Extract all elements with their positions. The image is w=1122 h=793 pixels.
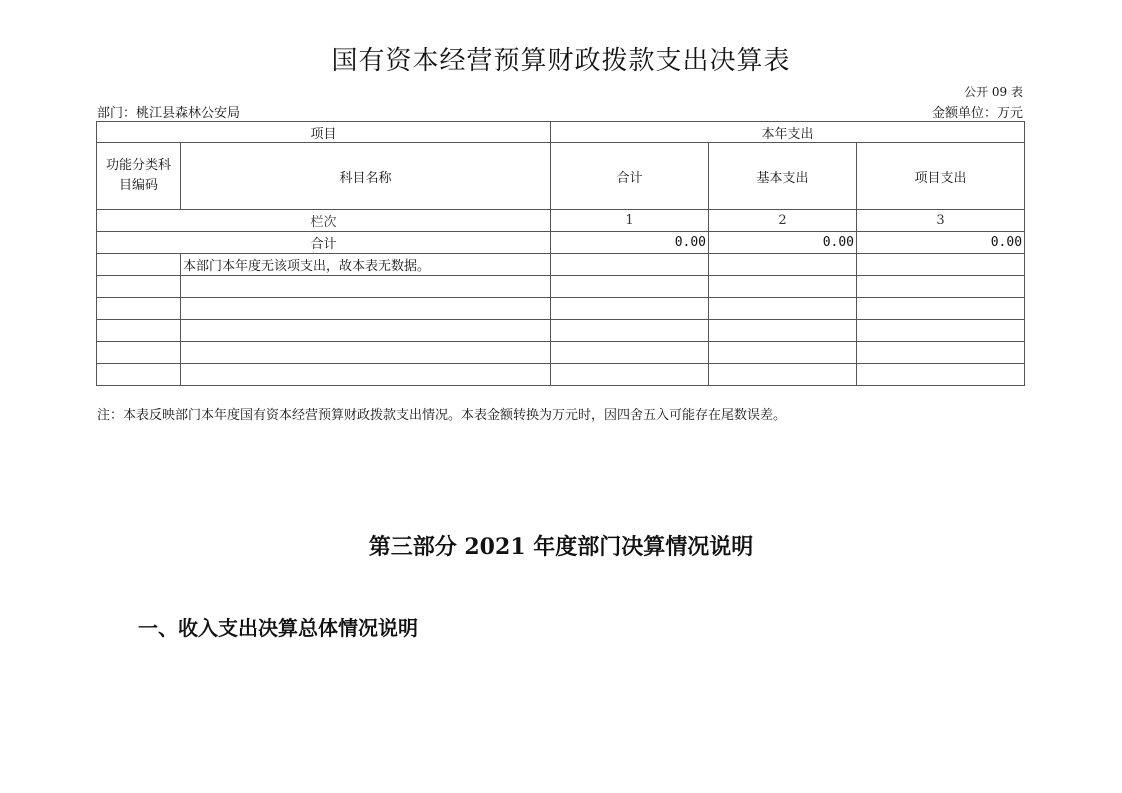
header-project-expense: 项目支出 (857, 143, 1025, 210)
table-cell (97, 254, 181, 276)
table-cell (551, 298, 709, 320)
table-cell (857, 364, 1025, 386)
table-cell (551, 342, 709, 364)
table-cell (97, 364, 181, 386)
header-row-top (97, 122, 1025, 143)
total-value: 0.00 (551, 232, 709, 254)
basic-value: 0.00 (709, 232, 857, 254)
table-cell (97, 276, 181, 298)
table-row (97, 298, 1025, 320)
column-number: 3 (857, 210, 1025, 232)
part-title: 第三部分 2021 年度部门决算情况说明 (368, 534, 754, 560)
table-cell (551, 254, 709, 276)
table-cell (181, 320, 551, 342)
table-cell (709, 364, 857, 386)
header-row-columns (97, 143, 1025, 210)
table-row (97, 254, 1025, 276)
column-number: 2 (709, 210, 857, 232)
no-data-note: 本部门本年度无该项支出，故本表无数据。 (181, 254, 551, 276)
column-number: 1 (551, 210, 709, 232)
table-footnote: 注：本表反映部门本年度国有资本经营预算财政拨款支出情况。本表金额转换为万元时，因四舍五入可能存在尾数误差。 (97, 408, 787, 423)
table-cell (97, 298, 181, 320)
table-cell (551, 364, 709, 386)
header-basic-expense: 基本支出 (709, 143, 857, 210)
expenditure-table (96, 121, 1025, 386)
table-row (97, 276, 1025, 298)
table-row (97, 342, 1025, 364)
table-cell (857, 298, 1025, 320)
project-value: 0.00 (857, 232, 1025, 254)
form-number: 公开 09 表 (964, 85, 1023, 99)
table-cell (181, 276, 551, 298)
table-cell (857, 342, 1025, 364)
table-cell (709, 320, 857, 342)
total-row (97, 232, 1025, 254)
column-number-label: 栏次 (97, 210, 551, 232)
table-cell (857, 320, 1025, 342)
total-label: 合计 (97, 232, 551, 254)
table-row (97, 320, 1025, 342)
header-year-expense: 本年支出 (551, 122, 1025, 143)
header-total: 合计 (551, 143, 709, 210)
table-cell (181, 364, 551, 386)
table-cell (181, 342, 551, 364)
table-cell (551, 320, 709, 342)
header-function-code: 功能分类科目编码 (97, 143, 181, 210)
table-cell (181, 298, 551, 320)
table-cell (97, 320, 181, 342)
table-cell (857, 276, 1025, 298)
table-title: 国有资本经营预算财政拨款支出决算表 (331, 46, 791, 76)
table-cell (857, 254, 1025, 276)
header-project: 项目 (97, 122, 551, 143)
column-number-row (97, 210, 1025, 232)
table-cell (551, 276, 709, 298)
department-label: 部门：桃江县森林公安局 (97, 106, 241, 121)
table-cell (709, 298, 857, 320)
table-cell (709, 342, 857, 364)
amount-unit-label: 金额单位：万元 (931, 106, 1023, 121)
header-subject-name: 科目名称 (181, 143, 551, 210)
table-row (97, 364, 1025, 386)
table-cell (97, 342, 181, 364)
table-cell (709, 276, 857, 298)
section-heading: 一、收入支出决算总体情况说明 (138, 616, 418, 640)
table-cell (709, 254, 857, 276)
